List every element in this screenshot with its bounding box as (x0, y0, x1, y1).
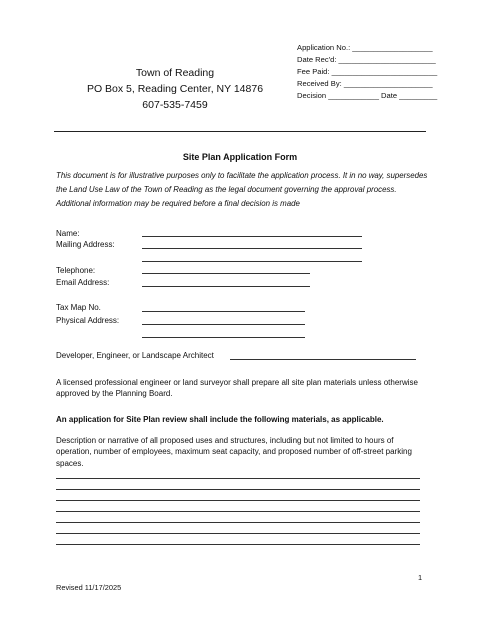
decision-date-line[interactable]: Decision ____________ Date _________ (297, 91, 438, 101)
intro-text: This document is for illustrative purposes only to facilitate the application process. It in no way, supersedes the Land Use Law of the Town of Reading as the legal document governing the approval process. Additional information may be required before a final decision is made (56, 171, 428, 208)
description-line-7[interactable] (56, 544, 420, 545)
fee-paid-line[interactable]: Fee Paid: _________________________ (297, 67, 438, 77)
description-line-5[interactable] (56, 522, 420, 523)
developer-label: Developer, Engineer, or Landscape Architect (56, 351, 214, 360)
header-divider (54, 131, 426, 132)
revised-date: Revised 11/17/2025 (56, 583, 122, 592)
received-by-line[interactable]: Received By: _____________________ (297, 79, 433, 89)
description-text: Description or narrative of all proposed uses and structures, including but not limited to hours of operation, number of employees, maximum seat capacity, and proposed number of off-street parking spaces. (56, 436, 412, 468)
application-no-line[interactable]: Application No.: ___________________ (297, 43, 433, 52)
page-number: 1 (418, 573, 423, 582)
mailing-address-field-1[interactable] (142, 248, 362, 249)
town-info (80, 65, 270, 113)
description-line-2[interactable] (56, 489, 420, 490)
licensed-text: A licensed professional engineer or land surveyor shall prepare all site plan materials unless otherwise approved by the Planning Board. (56, 378, 418, 399)
description-line-6[interactable] (56, 533, 420, 534)
telephone-field[interactable] (142, 273, 310, 274)
town-address: PO Box 5, Reading Center, NY 14876 (86, 83, 264, 95)
physical-address-field-2[interactable] (142, 337, 305, 338)
form-title: Site Plan Application Form (182, 152, 298, 162)
date-recd-line[interactable]: Date Rec'd: _______________________ (297, 55, 436, 65)
tax-map-field[interactable] (142, 311, 305, 312)
office-use-block (297, 42, 437, 102)
description-line-4[interactable] (56, 511, 420, 512)
email-address-label: Email Address: (56, 278, 110, 287)
telephone-label: Telephone: (56, 266, 96, 275)
physical-address-label: Physical Address: (56, 316, 120, 325)
physical-address-field-1[interactable] (142, 324, 305, 325)
mailing-address-field-2[interactable] (142, 261, 362, 262)
email-address-field[interactable] (142, 286, 310, 287)
description-line-3[interactable] (56, 500, 420, 501)
tax-map-label: Tax Map No. (56, 303, 101, 312)
name-label: Name: (56, 229, 80, 238)
mailing-address-label: Mailing Address: (56, 240, 115, 249)
description-line-1[interactable] (56, 478, 420, 479)
developer-field[interactable] (230, 359, 416, 360)
town-phone: 607-535-7459 (142, 99, 208, 111)
materials-heading: An application for Site Plan review shall include the following materials, as applicable. (56, 415, 384, 424)
town-name: Town of Reading (135, 67, 215, 79)
name-field[interactable] (142, 236, 362, 237)
